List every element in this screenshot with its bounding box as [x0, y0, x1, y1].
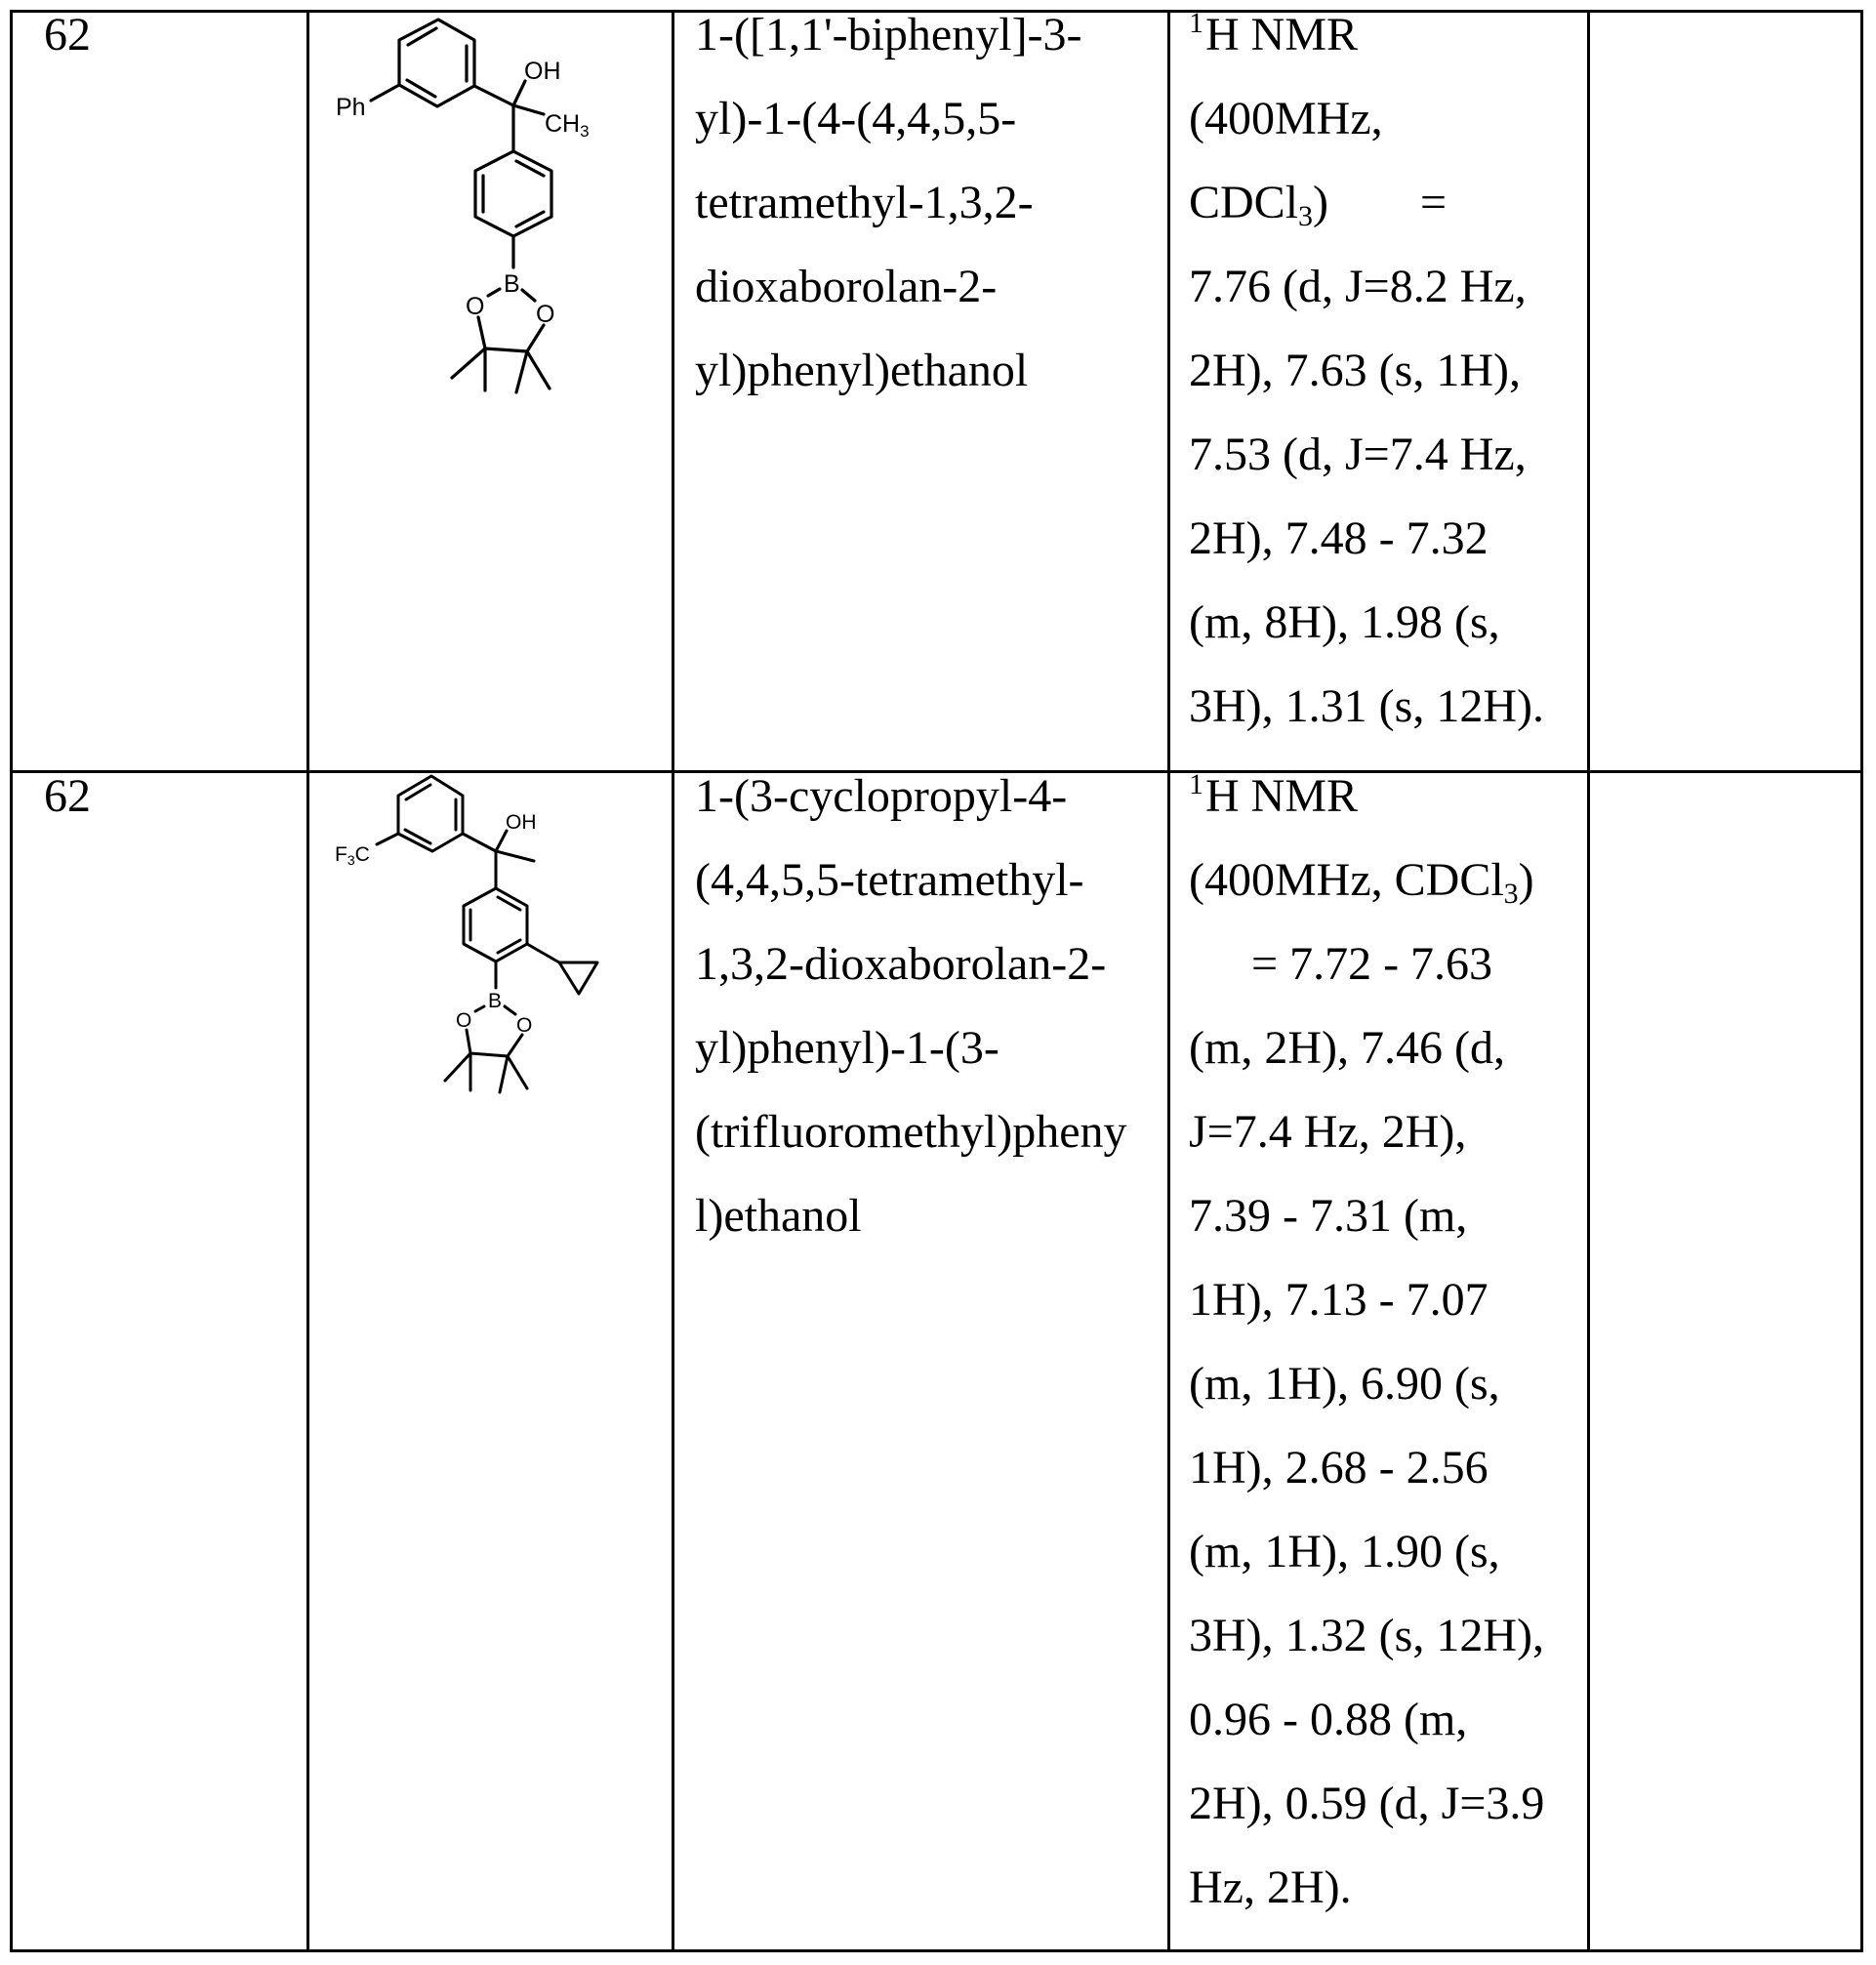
- nmr-peaks-line: (m, 1H), 1.90 (s,: [1189, 1526, 1500, 1577]
- nmr-peaks-line: 7.76 (d, J=8.2 Hz,: [1189, 261, 1527, 312]
- methyl-label: $CH_3$: [545, 110, 590, 141]
- nmr-peaks-line: 7.39 - 7.31 (m,: [1189, 1190, 1468, 1242]
- compound-name-line: yl)phenyl)-1-(3-: [695, 1022, 999, 1074]
- nmr-isotope-superscript: 1: [1189, 768, 1203, 800]
- oxygen-label: O: [516, 1014, 533, 1037]
- nmr-frequency-solvent: (400MHz, CDCl$_3$): [1189, 854, 1534, 910]
- nmr-peaks-line: 3H), 1.32 (s, 12H),: [1189, 1610, 1544, 1661]
- compound-name-line: yl)-1-(4-(4,4,5,5-: [695, 93, 1017, 144]
- nmr-peaks-line: 0.96 - 0.88 (m,: [1189, 1694, 1468, 1745]
- nmr-peaks-line: (m, 1H), 6.90 (s,: [1189, 1358, 1500, 1410]
- compound-name-line: (4,4,5,5-tetramethyl-: [695, 854, 1084, 906]
- nmr-peaks-line: 2H), 7.63 (s, 1H),: [1189, 345, 1521, 396]
- compound-name-line: 1-([1,1'-biphenyl]-3-: [695, 9, 1082, 61]
- nmr-solvent: CDCl$_3$) =: [1189, 177, 1448, 232]
- nmr-equals: =: [1420, 177, 1448, 228]
- oxygen-label: O: [536, 301, 555, 328]
- nmr-header: $^1$H NMR: [1189, 768, 1359, 822]
- compound-name-line: yl)phenyl)ethanol: [695, 345, 1029, 396]
- compound-name-line: 1,3,2-dioxaborolan-2-: [695, 938, 1107, 990]
- oxygen-label: O: [466, 293, 485, 320]
- hydroxyl-label: OH: [506, 811, 537, 834]
- nmr-isotope-superscript: 1: [1189, 7, 1203, 39]
- nmr-header: $^1$H NMR: [1189, 7, 1359, 61]
- nmr-peaks-line: (m, 2H), 7.46 (d,: [1189, 1022, 1505, 1074]
- nmr-peaks-line: 3H), 1.31 (s, 12H).: [1189, 680, 1544, 732]
- compound-name-line: tetramethyl-1,3,2-: [695, 177, 1034, 228]
- phenyl-label: Ph: [336, 94, 366, 121]
- boron-label: B: [504, 270, 520, 298]
- example-number: 62: [44, 9, 91, 61]
- nmr-peaks-line: 1H), 7.13 - 7.07: [1189, 1274, 1489, 1326]
- nmr-peaks-line: Hz, 2H).: [1189, 1862, 1352, 1913]
- nmr-peaks-line: (m, 8H), 1.98 (s,: [1189, 596, 1500, 648]
- oxygen-label: O: [456, 1009, 472, 1032]
- nmr-peaks-line: J=7.4 Hz, 2H),: [1189, 1106, 1467, 1158]
- compound-name-line: 1-(3-cyclopropyl-4-: [695, 770, 1068, 822]
- nmr-peaks-line: 2H), 0.59 (d, J=3.9: [1189, 1778, 1545, 1829]
- nmr-peaks-line: 2H), 7.48 - 7.32: [1189, 512, 1489, 564]
- example-number: 62: [44, 770, 91, 822]
- trifluoromethyl-label: F3C: [335, 843, 370, 868]
- nmr-peaks-line: 7.53 (d, J=7.4 Hz,: [1189, 429, 1527, 480]
- nmr-peaks-line: 1H), 2.68 - 2.56: [1189, 1442, 1489, 1494]
- nmr-frequency: (400MHz,: [1189, 93, 1383, 144]
- boron-label: B: [488, 990, 503, 1012]
- compound-name-line: (trifluoromethyl)pheny: [695, 1106, 1127, 1158]
- compound-name-line: l)ethanol: [695, 1190, 862, 1242]
- nmr-equals-line: = 7.72 - 7.63: [1251, 938, 1493, 990]
- hydroxyl-label: OH: [524, 58, 561, 85]
- compound-name-line: dioxaborolan-2-: [695, 261, 998, 312]
